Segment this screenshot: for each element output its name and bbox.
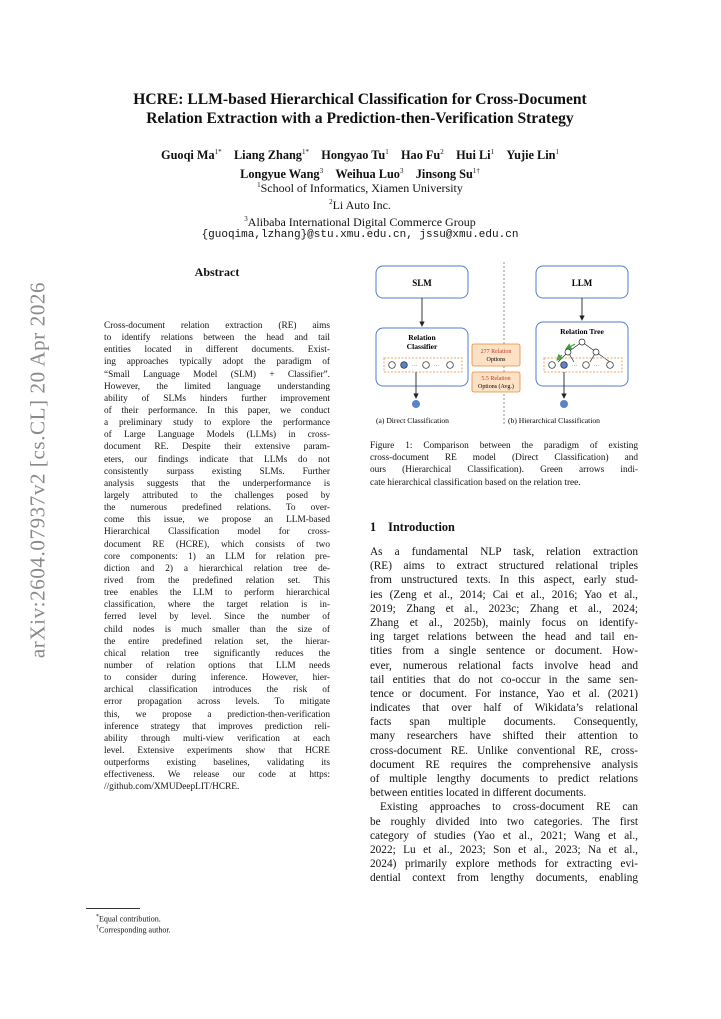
text-line: largely attributed to the challenges posed by bbox=[104, 490, 330, 501]
text-line: chical relation tree significantly reduces the bbox=[104, 648, 330, 659]
text-line: Existing approaches to cross-document RE can bbox=[380, 801, 638, 814]
classifier-label-1: Relation bbox=[408, 333, 436, 342]
text-line: 2019; Zhang et al., 2023c; Zhang et al., 2024; bbox=[370, 602, 638, 615]
text-line: from unstructured texts. In this aspect, early stud- bbox=[370, 574, 638, 587]
text-line: Hierarchical Classification model for cross- bbox=[104, 527, 330, 538]
text-line: ing target relations between the head and tail en- bbox=[370, 631, 638, 644]
contact-email: {guoqima,lzhang}@stu.xmu.edu.cn, jssu@xmu.edu.cn bbox=[201, 229, 519, 241]
text-line: cate hierarchical classification based on the relation tree. bbox=[370, 477, 581, 488]
text-line: Figure 1: Comparison between the paradigm of existing bbox=[370, 441, 638, 451]
text-line: dential context from lengthy documents, enabling bbox=[370, 872, 638, 885]
section-heading bbox=[370, 520, 467, 535]
text-line: tail entities that do not co-occur in the same sen- bbox=[370, 673, 638, 686]
author-affil-mark: 3 bbox=[319, 167, 324, 176]
text-line: diction and 2) a hierarchical relation tree de- bbox=[104, 563, 330, 574]
llm-label: LLM bbox=[571, 278, 593, 288]
author-affil-mark: 2 bbox=[440, 148, 444, 156]
text-line: However, the limited language understanding bbox=[104, 381, 330, 392]
text-line: tities from a single sentence or document. How- bbox=[370, 645, 638, 658]
text-line: error propagation across levels. To mitigate bbox=[104, 697, 330, 708]
text-line: ferred level by level. Since the number of bbox=[104, 612, 330, 623]
classifier-label-2: Classifier bbox=[406, 342, 438, 351]
text-line: indicates that over half of Wikidata’s relational bbox=[370, 702, 638, 715]
text-line: the numerous predefined relations. To over- bbox=[104, 503, 330, 514]
text-line: 2022; Lu et al., 2023; Son et al., 2023; Na et al., bbox=[370, 843, 638, 856]
section-title: Introduction bbox=[388, 520, 455, 534]
author-name: Guoqi Ma bbox=[161, 148, 215, 163]
text-line: number of relation options that LLM needs bbox=[104, 660, 330, 671]
text-line: ability through multi-view verification at each bbox=[104, 733, 330, 744]
text-line: child nodes is much smaller than the size of bbox=[104, 624, 330, 635]
hier-output-node bbox=[560, 400, 568, 408]
text-line: //github.com/XMUDeepLIT/HCRE. bbox=[104, 782, 240, 793]
text-line: be roughly divided into two categories. The first bbox=[370, 815, 638, 828]
paper-title bbox=[90, 90, 630, 128]
figure-1-diagram bbox=[370, 260, 638, 430]
text-line: to identify relations between the head and tail bbox=[104, 333, 330, 344]
text-line: rived from the predefined relation set. This bbox=[104, 575, 330, 586]
author-name: Weihua Luo bbox=[335, 167, 400, 182]
text-line: the entire predefined relation set, the hierar- bbox=[104, 636, 330, 647]
text-line: category of studies (Yao et al., 2021; Wang et al., bbox=[370, 829, 638, 842]
author-affil-mark: 3 bbox=[399, 167, 404, 176]
arxiv-stamp: arXiv:2604.07937v2 [cs.CL] 20 Apr 2026 bbox=[25, 281, 50, 659]
text-line: core components: 1) an LLM for relation pre- bbox=[104, 551, 330, 562]
text-line: outperforms existing baselines, validating its bbox=[104, 758, 330, 769]
svg-text:···: ··· bbox=[434, 364, 439, 369]
author-name: Hui Li bbox=[456, 148, 491, 163]
svg-text:···: ··· bbox=[412, 364, 417, 369]
text-line: this, we propose a prediction-then-verification bbox=[104, 709, 330, 720]
author-affil-mark: 1 bbox=[490, 148, 495, 156]
direct-output-node bbox=[412, 400, 420, 408]
text-line: Zhang et al., 2025b), mainly focus on identify- bbox=[370, 616, 638, 629]
affiliation-3: $^3$Alibaba International Digital Commerce Group bbox=[244, 215, 476, 229]
text-line: document RE (HCRE), which consists of two bbox=[104, 539, 330, 550]
text-line: document RE. Despite their extensive param- bbox=[104, 442, 330, 453]
text-line: Cross-document relation extraction (RE) aims bbox=[104, 321, 330, 331]
text-line: between entities located in different documents. bbox=[370, 787, 587, 800]
affiliation-2: $^2$Li Auto Inc. bbox=[329, 198, 391, 212]
text-line: classification, where the target relation is in- bbox=[104, 600, 330, 611]
author-affil-mark: 1* bbox=[214, 148, 222, 156]
text-line: cross-document RE. Unlike conventional RE, cross- bbox=[370, 744, 638, 757]
text-line: tence or document. For instance, Yao et al. (2021) bbox=[370, 687, 638, 700]
text-line: level. Extensive experiments show that HCRE bbox=[104, 745, 330, 756]
text-line: to consider during inference. However, hier- bbox=[104, 673, 330, 684]
text-line: archical classification introduces the risk of bbox=[104, 685, 330, 696]
title-line-1: HCRE: LLM-based Hierarchical Classification for Cross-Document bbox=[133, 91, 587, 108]
text-line: tree enables the LLM to perform hierarchical bbox=[104, 588, 330, 599]
author-affil-mark: 1 bbox=[555, 148, 559, 156]
relation-tree-label: Relation Tree bbox=[560, 327, 604, 336]
subcaption-a: (a) Direct Classification bbox=[376, 416, 449, 425]
author-name: Hongyao Tu bbox=[321, 148, 386, 163]
text-line: 2024) primarily explore methods for extracting evi- bbox=[370, 858, 638, 871]
text-line: many researchers have shifted their attention to bbox=[370, 730, 638, 743]
text-line: ever, numerous relational facts involve head and bbox=[370, 659, 638, 672]
options-box-hier-line-1: 5.5 Relation bbox=[481, 376, 511, 382]
footnote-rule bbox=[86, 908, 140, 909]
text-line: ing approaches typically adopt the paradigm of bbox=[104, 357, 330, 368]
author-affil-mark: 1 bbox=[385, 148, 389, 156]
text-line: consistently surpass existing SLMs. Further bbox=[104, 466, 330, 477]
introduction-body bbox=[370, 545, 638, 886]
text-line: analysis suggests that the underperformance is bbox=[104, 478, 330, 489]
author-line-1 bbox=[90, 144, 630, 163]
svg-text:···: ··· bbox=[594, 364, 599, 369]
abstract-heading: Abstract bbox=[194, 265, 240, 279]
text-line: of their performance. In this paper, we conduct bbox=[104, 405, 330, 416]
section-number: 1 bbox=[370, 520, 377, 534]
author-name: Yujie Lin bbox=[506, 148, 556, 163]
author-name: Longyue Wang bbox=[240, 167, 320, 182]
title-line-2: Relation Extraction with a Prediction-then-Verification Strategy bbox=[146, 110, 574, 127]
author-name: Liang Zhang bbox=[233, 148, 302, 163]
text-line: a preliminary study to explore the performance bbox=[104, 418, 330, 429]
text-line: inference strategy that improves prediction reli- bbox=[104, 721, 330, 732]
author-affil-mark: 1† bbox=[472, 167, 480, 176]
author-name: Jinsong Su bbox=[415, 167, 473, 182]
text-line: cross-document RE model (Direct Classification) and bbox=[370, 453, 638, 464]
text-line: facts span multiple documents. Consequently, bbox=[370, 716, 638, 729]
text-line: ies (Zeng et al., 2014; Cai et al., 2016; Yao et al., bbox=[370, 588, 638, 601]
svg-text:···: ··· bbox=[572, 364, 577, 369]
figure-1-caption bbox=[370, 440, 638, 489]
footnote-equal: *Equal contribution. bbox=[96, 914, 161, 924]
text-line: As a fundamental NLP task, relation extraction bbox=[370, 546, 638, 558]
author-name: Hao Fu bbox=[400, 148, 441, 163]
text-line: of multiple lengthy documents to predict relations bbox=[370, 773, 638, 785]
options-box-hier-line-2: Options (Avg.) bbox=[478, 384, 514, 390]
slm-label: SLM bbox=[412, 278, 432, 288]
text-line: “Small Language Model (SLM) + Classifier”. bbox=[104, 369, 330, 380]
text-line: eters, our findings indicate that LLMs do not bbox=[104, 454, 330, 465]
text-line: come this issue, we propose an LLM-based bbox=[104, 515, 330, 526]
footnote-corresponding: †Corresponding author. bbox=[96, 925, 171, 935]
abstract-body bbox=[104, 320, 330, 793]
text-line: entities located in different documents. Exist- bbox=[104, 345, 330, 356]
text-line: (RE) aims to extract structured relational triples bbox=[370, 560, 638, 573]
options-box-direct-line-1: 277 Relation bbox=[480, 349, 512, 355]
author-affil-mark: 1* bbox=[301, 148, 309, 156]
affiliation-1: $^1$School of Informatics, Xiamen University bbox=[257, 181, 463, 195]
text-line: document RE requires the comprehensive analysis bbox=[370, 758, 638, 771]
text-line: ability of SLMs hinders further improvement bbox=[104, 393, 330, 404]
options-box-direct-line-2: Options bbox=[486, 357, 506, 363]
text-line: of Large Language Models (LLMs) in cross- bbox=[104, 430, 330, 441]
text-line: effectiveness. We release our code at https: bbox=[104, 770, 330, 781]
subcaption-b: (b) Hierarchical Classification bbox=[508, 416, 600, 425]
text-line: ours (Hierarchical Classification). Green arrows indi- bbox=[370, 465, 638, 476]
